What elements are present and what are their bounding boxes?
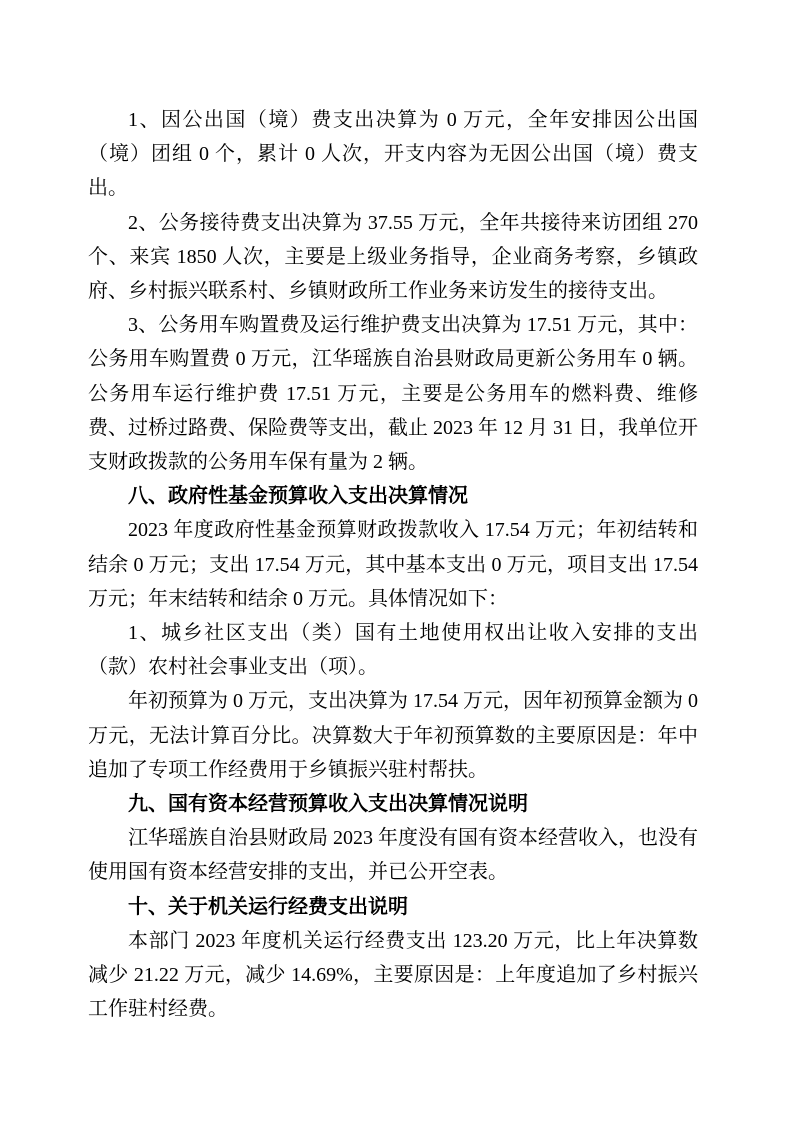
paragraph-operating-expense-statement: 本部门 2023 年度机关运行经费支出 123.20 万元，比上年决算数减少 21.22 万元，减少 14.69%，主要原因是：上年度追加了乡村振兴工作驻村经费。 [88, 929, 698, 1021]
paragraph-government-fund-summary: 2023 年度政府性基金预算财政拨款收入 17.54 万元；年初结转和结余 0 万元；支出 17.54 万元，其中基本支出 0 万元，项目支出 17.54 万元；年末结转和结余 0 万元。具体情况如下： [88, 519, 698, 610]
section-heading-10-operating-expense: 十、关于机关运行经费支出说明 [128, 895, 408, 918]
paragraph-budget-vs-final-explanation: 年初预算为 0 万元，支出决算为 17.54 万元，因年初预算金额为 0 万元，无法计算百分比。决算数大于年初预算数的主要原因是：年中追加了专项工作经费用于乡镇振兴驻村帮扶。 [88, 690, 698, 781]
paragraph-official-vehicle-expense: 3、公务用车购置费及运行维护费支出决算为 17.51 万元，其中：公务用车购置费 0 万元，江华瑶族自治县财政局更新公务用车 0 辆。公务用车运行维护费 17.51 万元，主要是公务用车的燃料费、维修费、过桥过路费、保险费等支出，截止 2023 年 12 月 31 日，我单位开支财政拨款的公务用车保有量为 2 辆。 [88, 314, 698, 474]
document-body [88, 103, 698, 1026]
paragraph-urban-rural-community-item: 1、城乡社区支出（类）国有土地使用权出让收入安排的支出（款）农村社会事业支出（项）。 [88, 622, 698, 679]
section-heading-8-government-fund-budget: 八、政府性基金预算收入支出决算情况 [128, 485, 468, 508]
paragraph-overseas-travel-expense: 1、因公出国（境）费支出决算为 0 万元，全年安排因公出国（境）团组 0 个，累计 0 人次，开支内容为无因公出国（境）费支出。 [88, 109, 698, 200]
section-heading-9-state-capital-budget: 九、国有资本经营预算收入支出决算情况说明 [128, 793, 528, 816]
paragraph-state-capital-statement: 江华瑶族自治县财政局 2023 年度没有国有资本经营收入，也没有使用国有资本经营安排的支出，并已公开空表。 [88, 827, 698, 884]
paragraph-official-reception-expense: 2、公务接待费支出决算为 37.55 万元，全年共接待来访团组 270 个、来宾 1850 人次，主要是上级业务指导，企业商务考察，乡镇政府、乡村振兴联系村、乡镇财政所工作业务来访发生的接待支出。 [88, 211, 698, 303]
